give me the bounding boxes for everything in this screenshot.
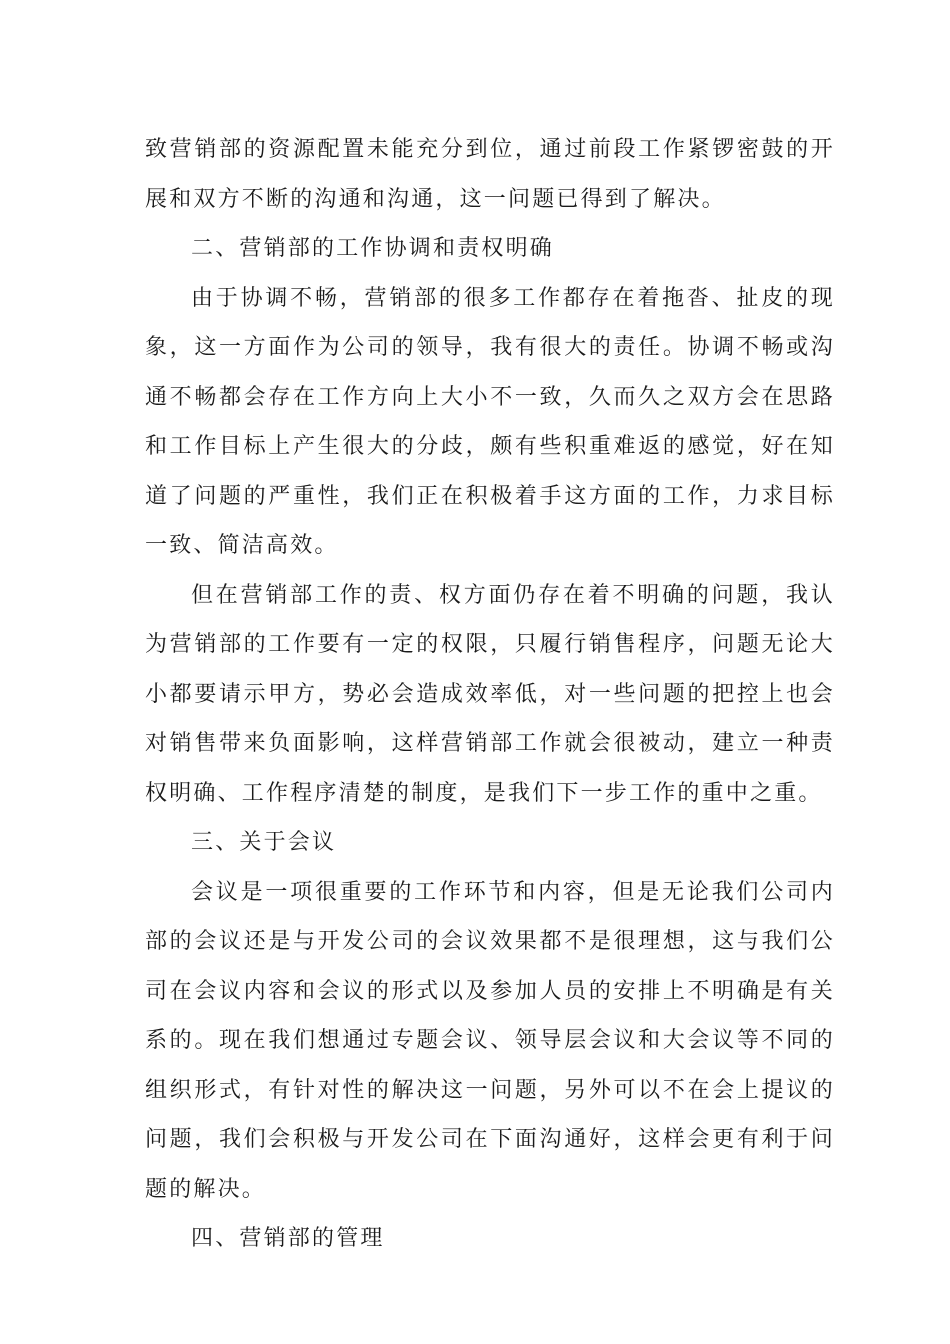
section-heading-2: 二、营销部的工作协调和责权明确 (191, 236, 555, 261)
paragraph-coordination: 由于协调不畅，营销部的很多工作都存在着拖沓、扯皮的现象，这一方面作为公司的领导，我有很大的责任。协调不畅或沟通不畅都会存在工作方向上大小不一致，久而久之双方会在思路和工作目标上产生很大的分歧，颇有些积重难返的感觉，好在知道了问题的严重性，我们正在积极着手这方面的工作，力求目标一致、简洁高效。 (145, 285, 835, 558)
paragraph-continuation: 致营销部的资源配置未能充分到位，通过前段工作紧锣密鼓的开展和双方不断的沟通和沟通，这一问题已得到了解决。 (145, 137, 835, 212)
document-body (145, 125, 835, 1264)
section-heading-3: 三、关于会议 (191, 830, 337, 855)
paragraph-authority: 但在营销部工作的责、权方面仍存在着不明确的问题，我认为营销部的工作要有一定的权限，只履行销售程序，问题无论大小都要请示甲方，势必会造成效率低，对一些问题的把控上也会对销售带来负面影响，这样营销部工作就会很被动，建立一种责权明确、工作程序清楚的制度，是我们下一步工作的重中之重。 (145, 582, 835, 806)
section-heading-4: 四、营销部的管理 (191, 1226, 385, 1251)
paragraph-meetings: 会议是一项很重要的工作环节和内容，但是无论我们公司内部的会议还是与开发公司的会议效果都不是很理想，这与我们公司在会议内容和会议的形式以及参加人员的安排上不明确是有关系的。现在我们想通过专题会议、领导层会议和大会议等不同的组织形式，有针对性的解决这一问题，另外可以不在会上提议的问题，我们会积极与开发公司在下面沟通好，这样会更有利于问题的解决。 (145, 879, 835, 1202)
